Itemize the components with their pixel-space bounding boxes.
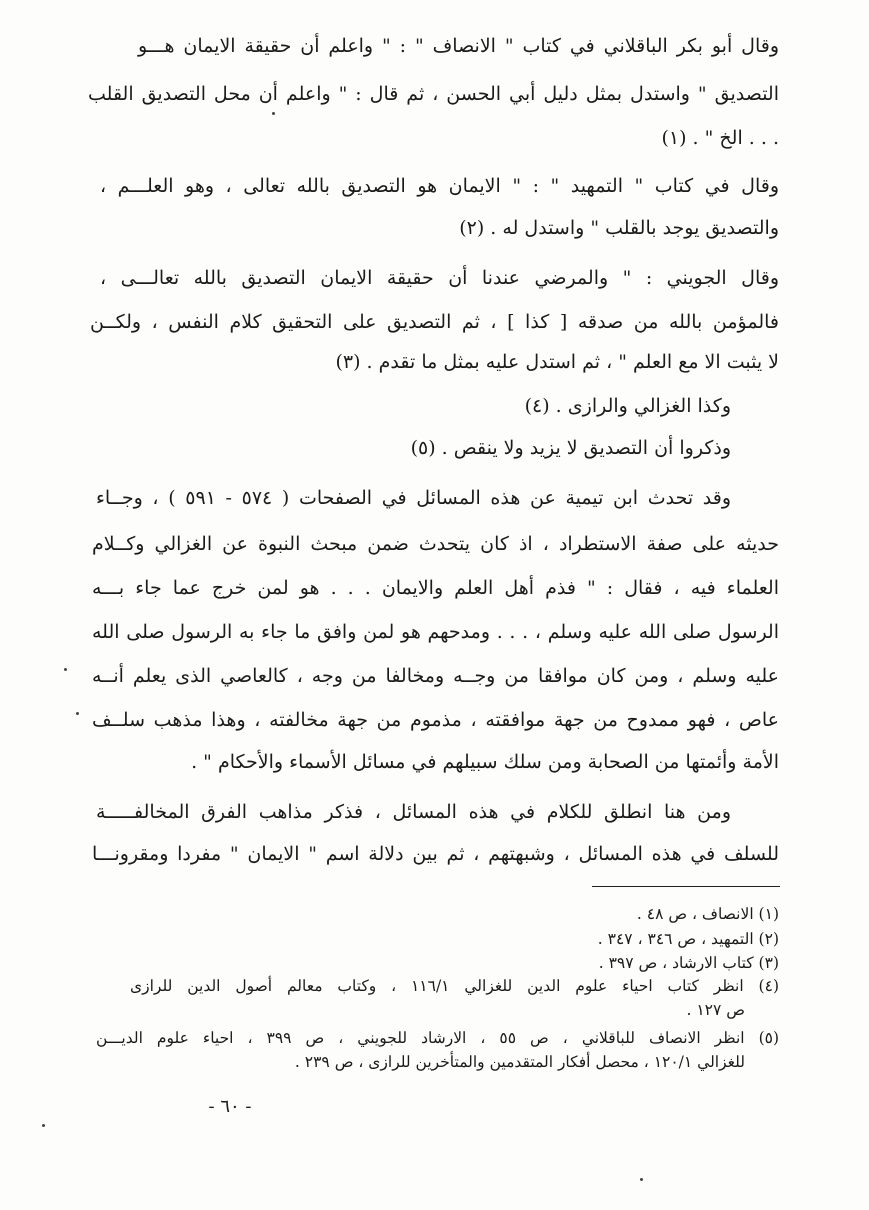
footnote-4-cont: ص ١٢٧ . [686, 1001, 745, 1019]
text-line: وكذا الغزالي والرازى . (٤) [524, 395, 731, 417]
page-number: - ٦٠ - [208, 1096, 252, 1117]
text-line: العلماء فيه ، فقال : " فذم أهل العلم والايمان . . . هو لمن خرج عما جاء بـــه [92, 577, 779, 599]
text-line: وقال الجويني : " والمرضي عندنا أن حقيقة الايمان التصديق بالله تعالـــى ، [100, 267, 779, 289]
text-line: التصديق " واستدل بمثل دليل أبي الحسن ، ثم قال : " واعلم أن محل التصديق القلب [88, 83, 779, 105]
scan-speck [640, 1178, 643, 1181]
text-line: حديثه على صفة الاستطراد ، اذ كان يتحدث ضمن مبحث النبوة عن الغزالي وكــلام [92, 533, 779, 555]
text-line: الأمة وأئمتها من الصحابة ومن سلك سبيلهم في مسائل الأسماء والأحكام " . [191, 751, 779, 773]
footnote-4: (٤) انظر كتاب احياء علوم الدين للغزالي ١١٦/١ ، وكتاب معالم أصول الدين للرازى [130, 977, 779, 995]
scan-speck [272, 112, 275, 115]
text-line: الرسول صلى الله عليه وسلم ، . . . ومدحهم هو لمن وافق ما جاء به الرسول صلى الله [92, 621, 779, 643]
scan-speck [42, 1124, 45, 1127]
text-line: وقد تحدث ابن تيمية عن هذه المسائل في الصفحات ( ٥٧٤ - ٥٩١ ) ، وجــاء [96, 487, 732, 509]
footnote-1: (١) الانصاف ، ص ٤٨ . [636, 905, 779, 923]
text-line: والتصديق يوجد بالقلب " واستدل له . (٢) [459, 217, 779, 239]
footnote-2: (٢) التمهيد ، ص ٣٤٦ ، ٣٤٧ . [597, 930, 779, 948]
footnote-5-cont: للغزالي ١٢٠/١ ، محصل أفكار المتقدمين والمتأخرين للرازى ، ص ٢٣٩ . [294, 1053, 745, 1071]
text-line: وذكروا أن التصديق لا يزيد ولا ينقص . (٥) [410, 437, 731, 459]
text-line: . . . الخ " . (١) [661, 127, 779, 149]
text-line: وقال في كتاب " التمهيد " : " الايمان هو التصديق بالله تعالى ، وهو العلـــم ، [100, 175, 779, 197]
scan-speck [76, 712, 79, 715]
footnote-3: (٣) كتاب الارشاد ، ص ٣٩٧ . [598, 954, 779, 972]
text-line: عليه وسلم ، ومن كان موافقا من وجــه ومخالفا من وجه ، كالعاصي الذى يعلم أنــه [92, 665, 779, 687]
scan-speck [64, 668, 67, 671]
footnote-5: (٥) انظر الانصاف للباقلاني ، ص ٥٥ ، الارشاد للجويني ، ص ٣٩٩ ، احياء علوم الديـــن [96, 1029, 780, 1047]
text-line: لا يثبت الا مع العلم " ، ثم استدل عليه بمثل ما تقدم . (٣) [335, 351, 779, 373]
text-line: للسلف في هذه المسائل ، وشبهتهم ، ثم بين دلالة اسم " الايمان " مفردا ومقرونـــا [92, 843, 779, 865]
footnote-separator [592, 886, 780, 887]
text-line: عاص ، فهو ممدوح من جهة موافقته ، مذموم من جهة مخالفته ، وهذا مذهب سلــف [92, 709, 779, 731]
text-line: وقال أبو بكر الباقلاني في كتاب " الانصاف " : " واعلم أن حقيقة الايمان هـــو [138, 35, 779, 57]
text-line: فالمؤمن بالله من صدقه [ كذا ] ، ثم التصديق على التحقيق كلام النفس ، ولكــن [90, 311, 779, 333]
text-line: ومن هنا انطلق للكلام في هذه المسائل ، فذكر مذاهب الفرق المخالفـــــة [96, 801, 731, 823]
